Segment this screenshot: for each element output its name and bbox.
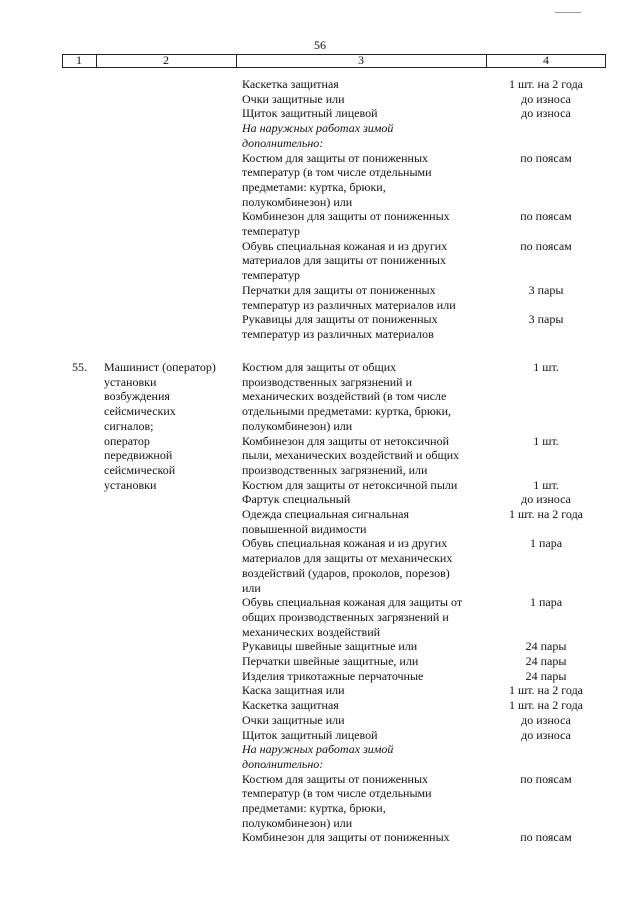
item-line: Комбинезон для защиты от пониженных bbox=[242, 830, 450, 845]
item-line: механических воздействий bbox=[242, 624, 381, 639]
item-line: Каска защитная или bbox=[242, 683, 345, 698]
norm-cell: по поясам bbox=[520, 238, 572, 253]
item-line: Фартук специальный bbox=[242, 492, 351, 507]
item-line: материалов для защиты от механических bbox=[242, 551, 453, 566]
item-line: На наружных работах зимой bbox=[242, 742, 394, 757]
item-line: Каскетка защитная bbox=[242, 77, 339, 91]
item-line: температур bbox=[242, 224, 301, 238]
item-line: дополнительно: bbox=[242, 135, 324, 150]
profession-line: Машинист (оператор) bbox=[104, 360, 216, 374]
item-line: предметами: куртка, брюки, bbox=[242, 179, 386, 194]
norm-cell: до износа bbox=[521, 106, 571, 121]
item-line: температур bbox=[242, 268, 301, 283]
item-line: повышенной видимости bbox=[242, 521, 367, 536]
item-line: температур (в том числе отдельными bbox=[242, 165, 432, 180]
item-line: предметами: куртка, брюки, bbox=[242, 801, 386, 815]
profession-line: сигналов; bbox=[104, 418, 154, 433]
item-line: воздействий (ударов, проколов, порезов) bbox=[242, 565, 450, 580]
item-line: температур (в том числе отдельными bbox=[242, 786, 432, 801]
norm-cell: 1 шт. bbox=[533, 360, 559, 374]
item-line: Рукавицы швейные защитные или bbox=[242, 639, 418, 654]
item-line: Костюм для защиты от пониженных bbox=[242, 150, 429, 165]
item-line: Щиток защитный лицевой bbox=[242, 106, 378, 121]
profession-line: оператор bbox=[104, 433, 150, 448]
row-number: 55. bbox=[72, 360, 87, 374]
item-line: Костюм для защиты от нетоксичной пыли bbox=[242, 477, 458, 492]
item-line: полукомбинезон) или bbox=[242, 194, 353, 209]
header-col-2: 2 bbox=[163, 53, 169, 67]
norm-cell: 24 пары bbox=[525, 654, 567, 668]
profession-line: установки bbox=[104, 477, 157, 492]
norm-cell: до износа bbox=[521, 91, 571, 106]
item-line: Костюм для защиты от пониженных bbox=[242, 771, 429, 786]
norm-cell: 1 шт. на 2 года bbox=[508, 507, 584, 521]
item-line: температур из различных материалов bbox=[242, 326, 434, 341]
norm-cell: по поясам bbox=[520, 150, 572, 165]
norm-cell: 3 пары bbox=[528, 312, 564, 327]
item-line: Костюм для защиты от общих bbox=[242, 360, 397, 374]
item-line: производственных загрязнений, или bbox=[242, 462, 428, 477]
header-col-4: 4 bbox=[543, 53, 549, 67]
item-line: Перчатки для защиты от пониженных bbox=[242, 282, 436, 297]
item-line: Изделия трикотажные перчаточные bbox=[242, 668, 424, 683]
norm-cell: 24 пары bbox=[525, 668, 567, 683]
scan-mark bbox=[555, 12, 581, 13]
header-col-1: 1 bbox=[76, 53, 82, 67]
item-line: Очки защитные или bbox=[242, 91, 345, 106]
item-line: механических воздействий (в том числе bbox=[242, 389, 447, 404]
profession-line: установки bbox=[104, 374, 157, 389]
item-line: Обувь специальная кожаная для защиты от bbox=[242, 595, 463, 610]
norm-cell: 1 шт. bbox=[533, 477, 559, 492]
norm-cell: 3 пары bbox=[528, 282, 564, 297]
profession-line: сейсмических bbox=[104, 404, 176, 419]
item-line: Одежда специальная сигнальная bbox=[242, 507, 409, 521]
norm-cell: до износа bbox=[521, 712, 571, 727]
norm-cell: 1 шт. на 2 года bbox=[508, 683, 584, 698]
item-line: отдельными предметами: куртка, брюки, bbox=[242, 404, 452, 419]
profession-line: передвижной bbox=[104, 448, 173, 463]
item-line: Каскетка защитная bbox=[242, 698, 339, 713]
norm-cell: 1 пара bbox=[529, 595, 563, 610]
item-line: полукомбинезон) или bbox=[242, 815, 353, 830]
item-line: Комбинезон для защиты от пониженных bbox=[242, 209, 450, 224]
norm-cell: 1 шт. на 2 года bbox=[508, 77, 584, 91]
norm-cell: 1 пара bbox=[529, 536, 563, 551]
item-line: материалов для защиты от пониженных bbox=[242, 253, 446, 268]
item-line: или bbox=[242, 580, 261, 595]
item-line: температур из различных материалов или bbox=[242, 297, 456, 312]
norm-cell: 1 шт. на 2 года bbox=[508, 698, 584, 713]
item-line: дополнительно: bbox=[242, 756, 324, 771]
item-line: Обувь специальная кожаная и из других bbox=[242, 536, 448, 551]
item-line: Перчатки швейные защитные, или bbox=[242, 654, 419, 668]
item-line: общих производственных загрязнений и bbox=[242, 609, 449, 624]
item-line: Комбинезон для защиты от нетоксичной bbox=[242, 433, 450, 448]
norm-cell: по поясам bbox=[520, 830, 572, 845]
profession-line: возбуждения bbox=[104, 389, 170, 404]
norm-cell: до износа bbox=[521, 727, 571, 742]
norm-cell: по поясам bbox=[520, 771, 572, 786]
norm-cell: 1 шт. bbox=[533, 433, 559, 448]
item-line: производственных загрязнений и bbox=[242, 374, 413, 389]
page-number: 56 bbox=[314, 38, 326, 52]
item-line: пыли, механических воздействий и общих bbox=[242, 448, 460, 463]
norm-cell: до износа bbox=[521, 492, 571, 507]
item-line: Обувь специальная кожаная и из других bbox=[242, 238, 448, 253]
header-col-3: 3 bbox=[358, 53, 364, 67]
norm-cell: по поясам bbox=[520, 209, 572, 224]
item-line: Рукавицы для защиты от пониженных bbox=[242, 312, 438, 327]
norm-cell: 24 пары bbox=[525, 639, 567, 654]
item-line: Щиток защитный лицевой bbox=[242, 727, 378, 742]
profession-line: сейсмической bbox=[104, 462, 176, 477]
item-line: полукомбинезон) или bbox=[242, 418, 353, 433]
item-line: Очки защитные или bbox=[242, 712, 345, 727]
item-line: На наружных работах зимой bbox=[242, 121, 394, 136]
